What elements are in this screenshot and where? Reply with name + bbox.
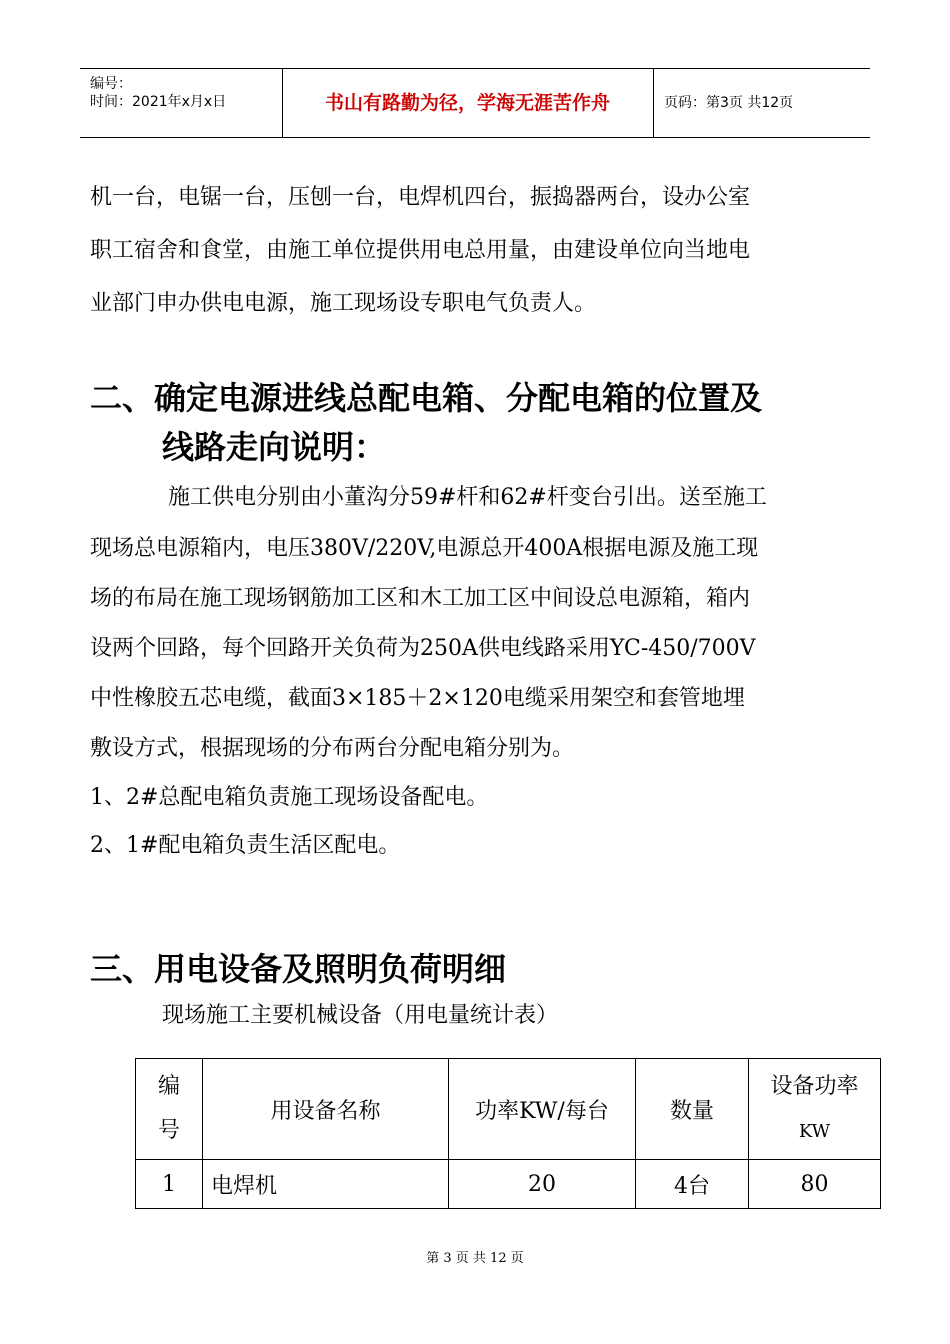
header-page-number: 页码：第3页 共12页 [664, 95, 794, 111]
para2-line: 场的布局在施工现场钢筋加工区和木工加工区中间设总电源箱，箱内 [90, 586, 751, 611]
cell-no: 1 [136, 1160, 203, 1209]
table-caption: 现场施工主要机械设备（用电量统计表） [162, 1003, 559, 1028]
para2-line: 施工供电分别由小董沟分59#杆和62#杆变台引出。送至施工 [168, 485, 767, 510]
cell-total: 80 [749, 1160, 881, 1209]
equipment-table [135, 1058, 881, 1209]
list-item: 2、1#配电箱负责生活区配电。 [90, 833, 401, 858]
header-power-line1: 设备功率 [770, 1073, 859, 1099]
header-time: 时间：2021年x月x日 [90, 94, 227, 110]
para2-line: 现场总电源箱内，电压380V/220V,电源总开400A根据电源及施工现 [90, 536, 759, 561]
section-heading-3: 三、用电设备及照明负荷明细 [90, 950, 507, 988]
para1-line: 职工宿舍和食堂，由施工单位提供用电总用量，由建设单位向当地电 [90, 238, 751, 263]
header-name: 用设备名称 [203, 1059, 449, 1160]
para1-line: 业部门申办供电电源，施工现场设专职电气负责人。 [90, 291, 597, 316]
header-no-line2: 号 [157, 1118, 180, 1143]
header-code: 编号： [90, 76, 132, 92]
cell-qty: 4台 [636, 1160, 749, 1209]
header-power-total [749, 1059, 881, 1160]
header-no [136, 1059, 203, 1160]
page-header [80, 68, 870, 138]
page-footer: 第 3 页 共 12 页 [426, 1251, 524, 1266]
table-header-row [136, 1059, 881, 1160]
cell-name: 电焊机 [203, 1160, 449, 1209]
table-row [136, 1160, 881, 1209]
header-qty: 数量 [636, 1059, 749, 1160]
header-no-line1: 编 [157, 1074, 180, 1099]
list-item: 1、2#总配电箱负责施工现场设备配电。 [90, 785, 489, 810]
section-heading-2: 二、确定电源进线总配电箱、分配电箱的位置及 [90, 379, 763, 417]
para2-line: 设两个回路，每个回路开关负荷为250A供电线路采用YC-450/700V [90, 636, 756, 661]
para1-line: 机一台，电锯一台，压刨一台，电焊机四台，振捣器两台，设办公室 [90, 185, 751, 210]
para2-line: 敷设方式，根据现场的分布两台分配电箱分别为。 [90, 736, 575, 761]
header-meta [80, 69, 283, 137]
cell-power-each: 20 [449, 1160, 636, 1209]
header-motto: 书山有路勤为径，学海无涯苦作舟 [282, 69, 654, 137]
section-heading-2-cont: 线路走向说明： [162, 428, 387, 466]
header-power-line2: KW [798, 1120, 831, 1142]
header-power-each: 功率KW/每台 [449, 1059, 636, 1160]
para2-line: 中性橡胶五芯电缆，截面3×185＋2×120电缆采用架空和套管地埋 [90, 686, 745, 711]
